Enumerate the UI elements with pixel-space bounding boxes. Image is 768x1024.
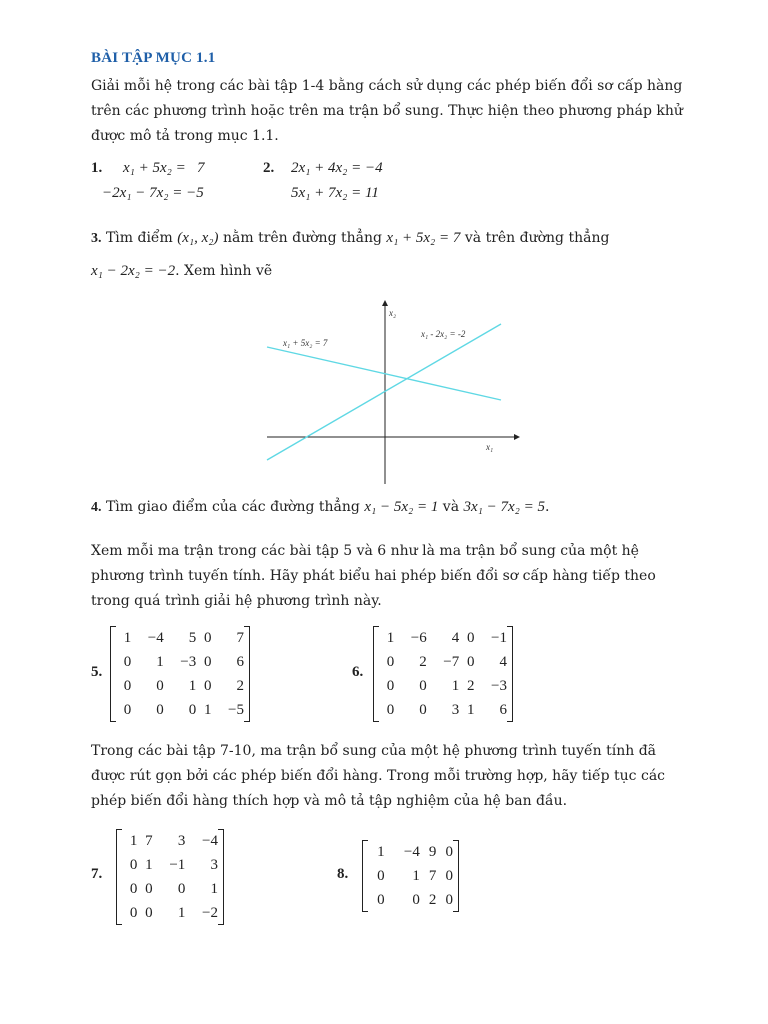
- exercise-3-text-c: và trên đường thẳng: [464, 230, 610, 246]
- matrix-cell: 0: [203, 629, 212, 646]
- exercise-7-matrix-table: [122, 829, 218, 925]
- matrix-cell: 0: [123, 653, 132, 670]
- matrix-cell: −3: [180, 653, 197, 670]
- ex8-matrix-row: [368, 864, 453, 888]
- exercise-3-line1-equation: x₁ + 5x₂ = 7: [386, 230, 461, 246]
- matrix-cell: 0: [129, 880, 138, 897]
- ex6-matrix-row: [379, 674, 507, 698]
- exercise-4-line2-equation: 3x₁ − 7x₂ = 5: [463, 499, 545, 515]
- matrix-cell: 1: [188, 677, 197, 694]
- exercise-8-matrix-table: [368, 840, 453, 912]
- matrix-cell: 0: [445, 867, 453, 884]
- matrix-cell: 2: [466, 677, 475, 694]
- ex6-matrix-row: [379, 650, 507, 674]
- exercise-3-number: 3.: [91, 231, 102, 246]
- matrix-cell: 1: [210, 880, 218, 897]
- matrix-cell: −5: [228, 701, 244, 718]
- exercise-3-point: (x₁, x₂): [177, 230, 219, 246]
- exercise-4-line1-equation: x₁ − 5x₂ = 1: [364, 499, 439, 515]
- matrix-cell: 0: [386, 701, 395, 718]
- matrix-cell: 1: [156, 653, 164, 670]
- matrix-cell: 1: [466, 701, 475, 718]
- line-1-label: x₁ + 5x₂ = 7: [283, 338, 328, 348]
- matrix-cell: −4: [403, 843, 420, 860]
- ex7-matrix-row: [122, 877, 218, 901]
- matrix-cell: −4: [202, 832, 218, 849]
- matrix-cell: 0: [445, 891, 453, 908]
- matrix-cell: 0: [377, 867, 385, 884]
- matrix-cell: 1: [386, 629, 395, 646]
- matrix-cell: 0: [129, 856, 138, 873]
- ex5-matrix-row: [116, 626, 244, 650]
- matrix-cell: 1: [412, 867, 420, 884]
- matrix-cell: 1: [177, 904, 186, 921]
- exercise-4-line: [91, 499, 549, 516]
- matrix-cell: 0: [203, 677, 212, 694]
- intro-paragraph: Giải mỗi hệ trong các bài tập 1-4 bằng cách sử dụng các phép biến đổi sơ cấp hàng trên các phương trình hoặc trên ma trận bổ sung. Thực hiện theo phương pháp khử được mô tả trong mục 1.1.: [91, 78, 683, 144]
- matrix-cell: 0: [123, 701, 132, 718]
- matrix-cell: 6: [499, 701, 507, 718]
- matrix-cell: 1: [145, 856, 153, 873]
- matrix-cell: 0: [377, 891, 385, 908]
- matrix-cell: 0: [129, 904, 138, 921]
- matrix-cell: 0: [156, 701, 164, 718]
- matrix-cell: 7: [236, 629, 244, 646]
- matrix-cell: 0: [386, 677, 395, 694]
- ex6-matrix-row: [379, 698, 507, 722]
- exercise-5-matrix-table: [116, 626, 244, 722]
- x2-axis-label: x₂: [389, 308, 397, 318]
- x1-axis-label: x₁: [486, 442, 494, 452]
- ex5-matrix-row: [116, 698, 244, 722]
- matrix-cell: 0: [412, 891, 420, 908]
- exercise-4-text-b: và: [442, 499, 460, 515]
- matrix-cell: 3: [177, 832, 186, 849]
- exercise-6-matrix-table: [379, 626, 507, 722]
- matrix-cell: 1: [123, 629, 132, 646]
- exercise-3-graph: [262, 298, 522, 486]
- exercise-2-equation-2: 5x₁ + 7x₂ = 11: [291, 185, 379, 201]
- exercise-6-number: 6.: [352, 664, 364, 680]
- matrix-cell: 0: [466, 629, 475, 646]
- matrix-cell: 2: [428, 891, 437, 908]
- matrix-cell: 3: [210, 856, 218, 873]
- matrix-cell: 7: [145, 832, 153, 849]
- ex5-matrix-row: [116, 674, 244, 698]
- exercise-2-number: 2.: [263, 160, 275, 176]
- matrix-cell: 0: [386, 653, 395, 670]
- paragraph-exercises-5-6: Xem mỗi ma trận trong các bài tập 5 và 6 như là ma trận bổ sung của một hệ phương trình tuyến tính. Hãy phát biểu hai phép biến đổi sơ cấp hàng tiếp theo trong quá trình giải hệ phương trình này.: [91, 543, 656, 609]
- exercise-6-matrix: [373, 626, 513, 722]
- matrix-cell: 0: [145, 880, 153, 897]
- matrix-cell: 4: [499, 653, 507, 670]
- ex8-matrix-row: [368, 888, 453, 912]
- matrix-cell: 0: [466, 653, 475, 670]
- exercise-3-line2-equation: x₁ − 2x₂ = −2: [91, 263, 176, 279]
- matrix-cell: 0: [145, 904, 153, 921]
- matrix-cell: 1: [377, 843, 385, 860]
- matrix-cell: 0: [177, 880, 186, 897]
- matrix-cell: 0: [156, 677, 164, 694]
- exercise-2-equation-1: 2x₁ + 4x₂ = −4: [291, 160, 383, 176]
- matrix-cell: 0: [419, 677, 427, 694]
- matrix-cell: −2: [202, 904, 218, 921]
- matrix-cell: 2: [236, 677, 244, 694]
- matrix-cell: 1: [129, 832, 138, 849]
- ex8-matrix-row: [368, 840, 453, 864]
- matrix-cell: 4: [451, 629, 460, 646]
- matrix-cell: 0: [419, 701, 427, 718]
- ex5-matrix-row: [116, 650, 244, 674]
- matrix-cell: 9: [428, 843, 437, 860]
- ex7-matrix-row: [122, 829, 218, 853]
- matrix-cell: −1: [169, 856, 186, 873]
- exercise-7-number: 7.: [91, 866, 103, 882]
- matrix-cell: 2: [419, 653, 427, 670]
- matrix-cell: 5: [188, 629, 197, 646]
- matrix-cell: −4: [147, 629, 164, 646]
- line-2-label: x₁ - 2x₂ = -2: [421, 329, 466, 339]
- section-heading: BÀI TẬP MỤC 1.1: [91, 50, 216, 66]
- matrix-cell: 0: [445, 843, 453, 860]
- exercise-5-matrix: [110, 626, 250, 722]
- matrix-cell: 6: [236, 653, 244, 670]
- ex7-matrix-row: [122, 853, 218, 877]
- exercise-4-text-c: .: [545, 499, 550, 515]
- matrix-cell: 0: [188, 701, 197, 718]
- exercise-3-line-2: [91, 263, 272, 280]
- exercise-1-equation-1: x₁ + 5x₂ = 7: [123, 160, 205, 176]
- matrix-cell: 3: [451, 701, 460, 718]
- matrix-cell: 1: [451, 677, 460, 694]
- exercise-7-matrix: [116, 829, 224, 925]
- exercise-3-text-d: . Xem hình vẽ: [175, 263, 273, 279]
- matrix-cell: −7: [443, 653, 460, 670]
- exercise-4-text-a: Tìm giao điểm của các đường thẳng: [105, 499, 360, 515]
- exercise-1-equation-2: −2x₁ − 7x₂ = −5: [102, 185, 204, 201]
- paragraph-exercises-7-10: Trong các bài tập 7-10, ma trận bổ sung của một hệ phương trình tuyến tính đã được rút gọn bởi các phép biến đổi hàng. Trong mỗi trường hợp, hãy tiếp tục các phép biến đổi hàng thích hợp và mô tả tập nghiệm của hệ ban đầu.: [91, 743, 665, 809]
- exercise-1-number: 1.: [91, 160, 103, 176]
- matrix-cell: 7: [428, 867, 437, 884]
- exercise-4-number: 4.: [91, 500, 102, 515]
- matrix-cell: 0: [203, 653, 212, 670]
- matrix-cell: 0: [123, 677, 132, 694]
- exercise-8-matrix: [362, 840, 459, 912]
- x2-axis-arrow-icon: [382, 300, 388, 306]
- exercise-3-text-a: Tìm điểm: [105, 230, 173, 246]
- x1-axis-arrow-icon: [514, 434, 520, 440]
- matrix-cell: −6: [410, 629, 427, 646]
- exercise-3-line-1: [91, 230, 609, 247]
- exercise-5-number: 5.: [91, 664, 103, 680]
- matrix-cell: 1: [203, 701, 212, 718]
- matrix-cell: −3: [491, 677, 507, 694]
- exercise-3-text-b: nằm trên đường thẳng: [222, 230, 382, 246]
- matrix-cell: −1: [491, 629, 507, 646]
- ex7-matrix-row: [122, 901, 218, 925]
- ex6-matrix-row: [379, 626, 507, 650]
- exercise-8-number: 8.: [337, 866, 349, 882]
